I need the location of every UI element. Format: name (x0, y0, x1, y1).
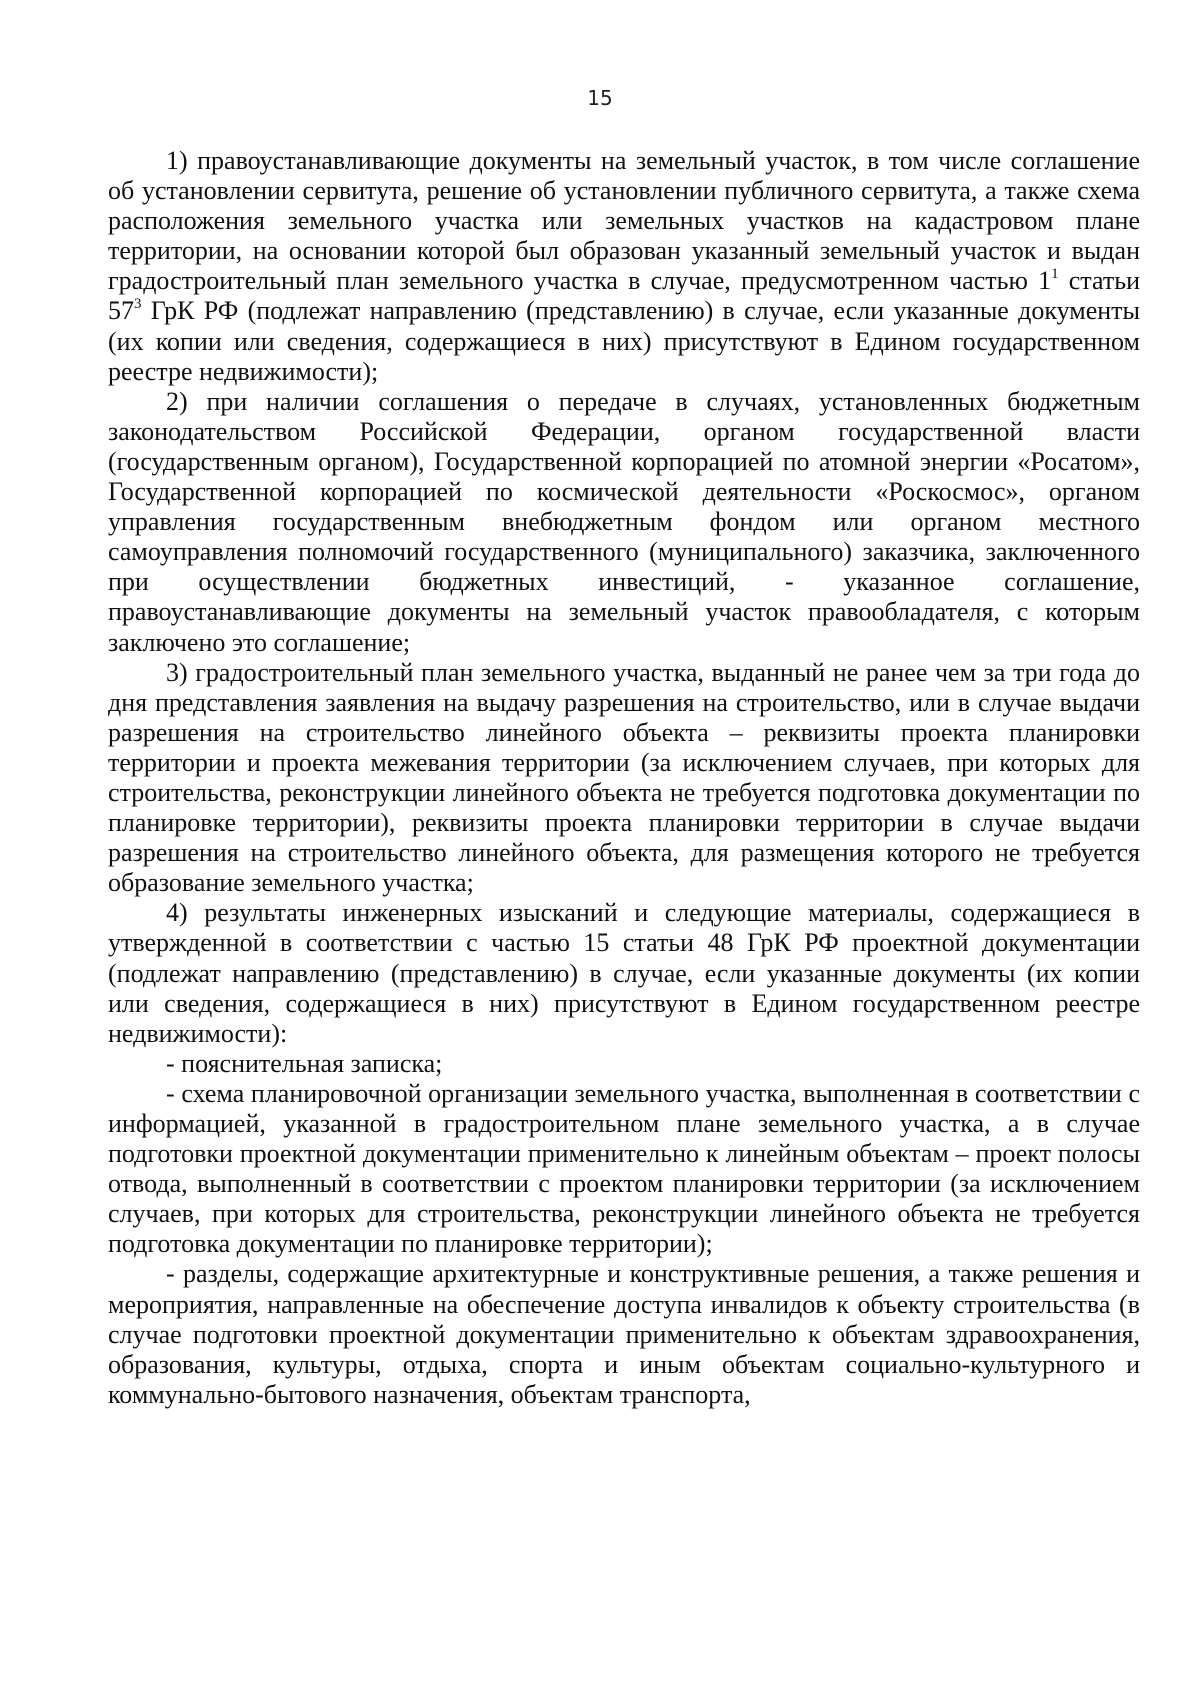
paragraph-item-3: 3) градостроительный план земельного участка, выданный не ранее чем за три года до дня представления заявления на выдачу разрешения на строительство, или в случае выдачи разрешения на строительство линейного объекта – реквизиты проекта планировки территории и проекта межевания территории (за исключением случаев, при которых для строительства, реконструкции линейного объекта не требуется подготовка документации по планировке территории), реквизиты проекта планировки территории в случае выдачи разрешения на строительство линейного объекта, для размещения которого не требуется образование земельного участка; (108, 657, 1140, 898)
list-item-explanatory-note: - пояснительная записка; (166, 1048, 443, 1078)
paragraph-item-2: 2) при наличии соглашения о передаче в случаях, установленных бюджетным законодательством Российской Федерации, органом государственной власти (государственным органом), Государственной корпорацией по атомной энергии «Росатом», Государственной корпорацией по космической деятельности «Роскосмос», органом управления государственным внебюджетным фондом или органом местного самоуправления полномочий государственного (муниципального) заказчика, заключенного при осуществлении бюджетных инвестиций, - указанное соглашение, правоустанавливающие документы на земельный участок правообладателя, с которым заключено это соглашение; (108, 386, 1140, 657)
paragraph-item-1-superscript-article: 3 (134, 296, 142, 313)
page-number: 15 (587, 86, 613, 110)
paragraph-item-1-text-end: ГрК РФ (подлежат направлению (представлению) в случае, если указанные документы (их копии или сведения, содержащиеся в них) присутствуют в Едином государственном реестре недвижимости); (108, 296, 1140, 386)
document-body (108, 146, 1140, 1410)
list-item-site-planning-scheme: - схема планировочной организации земельного участка, выполненная в соответствии с информацией, указанной в градостроительном плане земельного участка, а в случае подготовки проектной документации применительно к линейным объектам – проект полосы отвода, выполненный в соответствии с проектом планировки территории (за исключением случаев, при которых для строительства, реконструкции линейного объекта не требуется подготовка документации по планировке территории); (108, 1078, 1140, 1259)
paragraph-item-4: 4) результаты инженерных изысканий и следующие материалы, содержащиеся в утвержденной в соответствии с частью 15 статьи 48 ГрК РФ проектной документации (подлежат направлению (представлению) в случае, если указанные документы (их копии или сведения, содержащиеся в них) присутствуют в Едином государственном реестре недвижимости): (108, 898, 1140, 1048)
paragraph-item-1-text-article: статьи 57 (108, 266, 1140, 326)
paragraph-item-1-superscript-part: 1 (1051, 266, 1059, 283)
list-item-architectural-sections: - разделы, содержащие архитектурные и конструктивные решения, а также решения и мероприятия, направленные на обеспечение доступа инвалидов к объекту строительства (в случае подготовки проектной документации применительно к объектам здравоохранения, образования, культуры, отдыха, спорта и иным объектам социально-культурного и коммунально-бытового назначения, объектам транспорта, (108, 1259, 1140, 1409)
paragraph-item-1 (108, 146, 1140, 387)
paragraph-item-1-text: 1) правоустанавливающие документы на земельный участок, в том числе соглашение об установлении сервитута, решение об установлении публичного сервитута, а также схема расположения земельного участка или земельных участков на кадастровом плане территории, на основании которой был образован указанный земельный участок и выдан градостроительный план земельного участка в случае, предусмотренном частью 1 (108, 146, 1140, 296)
